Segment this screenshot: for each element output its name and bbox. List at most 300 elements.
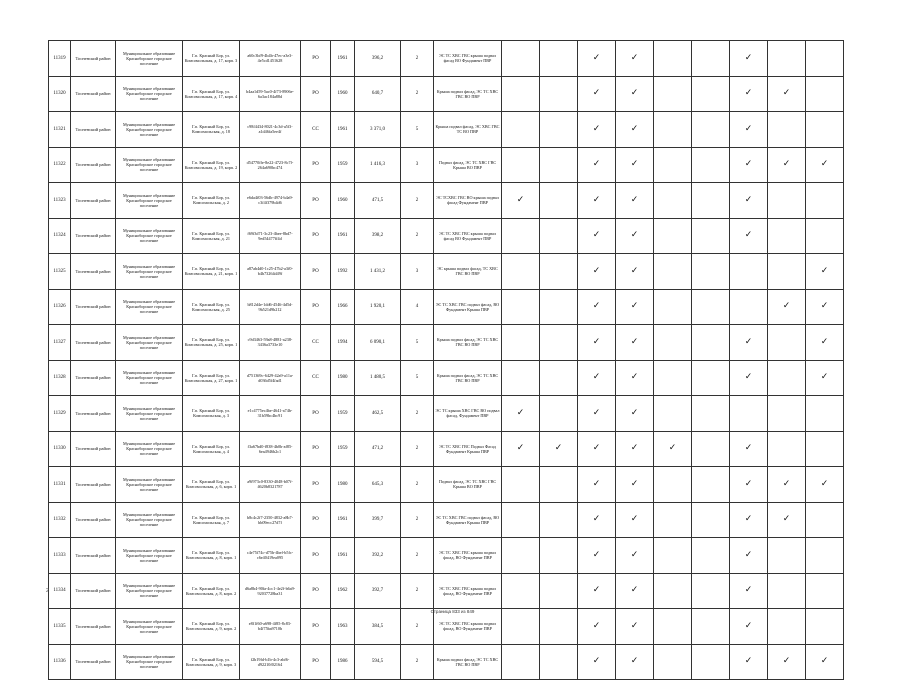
- cell-address: Г.п. Красный Бор, ул. Комсомольская, д. 21: [183, 218, 240, 254]
- cell-district: Тосненский район: [71, 218, 116, 254]
- cell-id: 11328: [49, 360, 71, 396]
- cell-type: СС: [301, 325, 331, 361]
- table-row: [49, 538, 844, 574]
- check-icon: ✓: [744, 549, 753, 560]
- check-icon: ✓: [592, 336, 601, 347]
- cell-type: РО: [301, 573, 331, 609]
- cell-works: Крыша подвал фасад, ЭС ХВС ГВС ТС ВО ПВР: [434, 112, 502, 148]
- cell-owner: Муниципальное образование Красноборское городское поселение: [116, 644, 183, 680]
- cell-area: 396,2: [355, 41, 401, 77]
- cell-floors: 2: [401, 396, 434, 432]
- cell-check: [692, 573, 730, 609]
- check-icon: ✓: [592, 620, 601, 631]
- cell-year: 1961: [331, 502, 355, 538]
- cell-owner: Муниципальное образование Красноборское городское поселение: [116, 609, 183, 645]
- cell-check: [654, 147, 692, 183]
- cell-works: ЭС ТС ХВС ГВС крыша подвал фасад, ВО Фундамент ПВР: [434, 538, 502, 574]
- cell-area: 1 480,5: [355, 360, 401, 396]
- check-icon: ✓: [592, 372, 601, 383]
- check-icon: ✓: [630, 159, 639, 170]
- table-row: [49, 573, 844, 609]
- check-icon: ✓: [516, 443, 525, 454]
- cell-year: 1960: [331, 76, 355, 112]
- cell-address: Г.п. Красный Бор, ул. Комсомольская, д. 2: [183, 183, 240, 219]
- cell-year: 1963: [331, 609, 355, 645]
- cell-check: [654, 538, 692, 574]
- cell-check: [768, 573, 806, 609]
- cell-check: [806, 218, 844, 254]
- cell-type: РО: [301, 609, 331, 645]
- cell-check: [578, 254, 616, 290]
- cell-check: [616, 183, 654, 219]
- cell-check: [806, 644, 844, 680]
- cell-check: [616, 112, 654, 148]
- cell-check: [806, 538, 844, 574]
- cell-check: [806, 502, 844, 538]
- cell-check: [730, 147, 768, 183]
- cell-floors: 2: [401, 644, 434, 680]
- cell-area: 1 920,1: [355, 289, 401, 325]
- cell-check: [692, 360, 730, 396]
- check-icon: ✓: [744, 620, 753, 631]
- cell-check: [730, 396, 768, 432]
- table-row: [49, 254, 844, 290]
- cell-district: Тосненский район: [71, 41, 116, 77]
- cell-floors: 5: [401, 360, 434, 396]
- table-row: [49, 183, 844, 219]
- check-icon: ✓: [592, 52, 601, 63]
- check-icon: ✓: [592, 301, 601, 312]
- cell-guid: a9f973c0-8330-4048-b07f-4620b8321787: [240, 467, 301, 503]
- cell-check: [616, 76, 654, 112]
- cell-area: 1 416,3: [355, 147, 401, 183]
- cell-check: [502, 538, 540, 574]
- cell-check: [540, 289, 578, 325]
- cell-check: [578, 360, 616, 396]
- cell-works: ЭС ТС ХВС ГВС крыша подвал фасад, ВО Фундамент ПВР: [434, 609, 502, 645]
- check-icon: ✓: [630, 194, 639, 205]
- cell-floors: 2: [401, 183, 434, 219]
- side-mark: 2: [46, 588, 49, 594]
- cell-owner: Муниципальное образование Красноборское городское поселение: [116, 573, 183, 609]
- cell-district: Тосненский район: [71, 467, 116, 503]
- table-row: [49, 289, 844, 325]
- cell-owner: Муниципальное образование Красноборское городское поселение: [116, 41, 183, 77]
- cell-check: [730, 538, 768, 574]
- cell-check: [806, 76, 844, 112]
- cell-check: [730, 254, 768, 290]
- cell-works: ЭС ТС крыша ХВС ГВС ВО подвал фасад, Фундамент ПВР: [434, 396, 502, 432]
- cell-check: [768, 147, 806, 183]
- cell-year: 1959: [331, 147, 355, 183]
- cell-check: [730, 573, 768, 609]
- cell-check: [616, 360, 654, 396]
- cell-check: [768, 396, 806, 432]
- cell-guid: e6da4f03-56db-4974-b4a9-c3f4f379b4d6: [240, 183, 301, 219]
- check-icon: ✓: [782, 301, 791, 312]
- cell-id: 11322: [49, 147, 71, 183]
- cell-check: [502, 112, 540, 148]
- cell-check: [540, 254, 578, 290]
- cell-works: ЭС ТС ХВС ГВС крыша подвал фасад ВО Фундамент ПВР: [434, 218, 502, 254]
- cell-area: 392,7: [355, 573, 401, 609]
- cell-check: [730, 218, 768, 254]
- cell-district: Тосненский район: [71, 325, 116, 361]
- cell-works: ЭС ТС ХВС ГВС подвал фасад, ВО Фундамент Крыша ПВР: [434, 502, 502, 538]
- cell-check: [692, 325, 730, 361]
- cell-check: [540, 325, 578, 361]
- cell-id: 11332: [49, 502, 71, 538]
- cell-check: [502, 147, 540, 183]
- cell-check: [768, 112, 806, 148]
- cell-check: [692, 538, 730, 574]
- table-row: [49, 325, 844, 361]
- cell-works: Крыша подвал фасад, ЭС ТС ХВС ГВС ВО ПВР: [434, 360, 502, 396]
- check-icon: ✓: [592, 514, 601, 525]
- cell-check: [768, 431, 806, 467]
- registry-table: [48, 40, 844, 680]
- cell-check: [654, 431, 692, 467]
- cell-owner: Муниципальное образование Красноборское городское поселение: [116, 396, 183, 432]
- cell-address: Г.п. Красный Бор, ул. Комсомольская, д. 17, корп. 4: [183, 76, 240, 112]
- cell-type: РО: [301, 289, 331, 325]
- cell-id: 11326: [49, 289, 71, 325]
- cell-check: [540, 502, 578, 538]
- check-icon: ✓: [744, 656, 753, 667]
- cell-check: [730, 183, 768, 219]
- cell-check: [692, 644, 730, 680]
- cell-address: Г.п. Красный Бор, ул. Комсомольская, д. 3: [183, 396, 240, 432]
- cell-check: [768, 360, 806, 396]
- check-icon: ✓: [630, 514, 639, 525]
- table-row: [49, 41, 844, 77]
- cell-check: [540, 360, 578, 396]
- cell-year: 1961: [331, 538, 355, 574]
- cell-guid: b4aa1d59-5ac0-4f73-8906e-6a3ac184a88d: [240, 76, 301, 112]
- check-icon: ✓: [630, 478, 639, 489]
- cell-check: [806, 360, 844, 396]
- check-icon: ✓: [630, 549, 639, 560]
- check-icon: ✓: [744, 514, 753, 525]
- check-icon: ✓: [516, 407, 525, 418]
- table-row: [49, 502, 844, 538]
- check-icon: ✓: [782, 88, 791, 99]
- cell-works: Подвал фасад, ЭС ТС ХВС ГВС Крыша ВО ПВР: [434, 467, 502, 503]
- cell-check: [768, 467, 806, 503]
- cell-check: [768, 183, 806, 219]
- check-icon: ✓: [516, 194, 525, 205]
- cell-area: 398,2: [355, 218, 401, 254]
- cell-address: Г.п. Красный Бор, ул. Комсомольская, д. 7: [183, 502, 240, 538]
- cell-guid: d6a8b4-90fa-4cc1-4e2f-b6a9-92037728ba31: [240, 573, 301, 609]
- cell-id: 11329: [49, 396, 71, 432]
- cell-check: [578, 467, 616, 503]
- cell-check: [578, 183, 616, 219]
- check-icon: ✓: [630, 585, 639, 596]
- cell-district: Тосненский район: [71, 431, 116, 467]
- cell-owner: Муниципальное образование Красноборское городское поселение: [116, 431, 183, 467]
- cell-area: 399,7: [355, 502, 401, 538]
- cell-district: Тосненский район: [71, 644, 116, 680]
- cell-check: [654, 644, 692, 680]
- table-row: [49, 76, 844, 112]
- check-icon: ✓: [592, 159, 601, 170]
- check-icon: ✓: [820, 478, 829, 489]
- cell-id: 11319: [49, 41, 71, 77]
- cell-id: 11336: [49, 644, 71, 680]
- cell-check: [616, 325, 654, 361]
- cell-id: 11333: [49, 538, 71, 574]
- cell-works: ЭС ТСХВС ГВС ВО крыша подвал фасад Фундамент ПВР: [434, 183, 502, 219]
- cell-check: [730, 644, 768, 680]
- cell-area: 594,5: [355, 644, 401, 680]
- cell-check: [806, 112, 844, 148]
- cell-check: [692, 254, 730, 290]
- cell-check: [578, 538, 616, 574]
- cell-owner: Муниципальное образование Красноборское городское поселение: [116, 254, 183, 290]
- cell-type: РО: [301, 644, 331, 680]
- cell-owner: Муниципальное образование Красноборское городское поселение: [116, 538, 183, 574]
- cell-check: [654, 573, 692, 609]
- cell-check: [730, 360, 768, 396]
- cell-district: Тосненский район: [71, 502, 116, 538]
- check-icon: ✓: [782, 656, 791, 667]
- cell-type: РО: [301, 467, 331, 503]
- cell-check: [692, 218, 730, 254]
- page-footer: Страница 833 из 849: [430, 609, 475, 614]
- cell-floors: 2: [401, 538, 434, 574]
- check-icon: ✓: [554, 443, 563, 454]
- cell-owner: Муниципальное образование Красноборское городское поселение: [116, 76, 183, 112]
- cell-floors: 2: [401, 41, 434, 77]
- cell-owner: Муниципальное образование Красноборское городское поселение: [116, 360, 183, 396]
- cell-type: РО: [301, 147, 331, 183]
- cell-check: [806, 183, 844, 219]
- cell-works: ЭС ТС ХВС ГВС крыша подвал фасад, ВО Фундамент ПВР: [434, 573, 502, 609]
- cell-type: РО: [301, 41, 331, 77]
- cell-check: [502, 502, 540, 538]
- cell-type: РО: [301, 396, 331, 432]
- cell-area: 6 090,1: [355, 325, 401, 361]
- cell-check: [806, 467, 844, 503]
- cell-floors: 2: [401, 218, 434, 254]
- cell-address: Г.п. Красный Бор, ул. Комсомольская, д. 9, корп. 3: [183, 644, 240, 680]
- cell-year: 1980: [331, 360, 355, 396]
- cell-check: [768, 41, 806, 77]
- cell-check: [768, 289, 806, 325]
- cell-check: [730, 431, 768, 467]
- cell-check: [540, 41, 578, 77]
- cell-check: [616, 573, 654, 609]
- cell-owner: Муниципальное образование Красноборское городское поселение: [116, 289, 183, 325]
- cell-check: [578, 644, 616, 680]
- cell-works: Подвал фасад, ЭС ТС ХВС ГВС Крыша ВО ПВР: [434, 147, 502, 183]
- cell-guid: f3a67bd0-f838-4b0b-af85-6ea4946b2c1: [240, 431, 301, 467]
- cell-check: [654, 218, 692, 254]
- cell-check: [502, 360, 540, 396]
- cell-type: РО: [301, 218, 331, 254]
- cell-guid: e8f1f60-a698-4f85-8c83-b4f75ba9710b: [240, 609, 301, 645]
- cell-check: [502, 431, 540, 467]
- cell-check: [540, 431, 578, 467]
- cell-check: [692, 147, 730, 183]
- check-icon: ✓: [630, 443, 639, 454]
- cell-guid: c4e75f74c-d75b-4bef-b5fc-c6e40419ea095: [240, 538, 301, 574]
- cell-floors: 4: [401, 289, 434, 325]
- cell-id: 11321: [49, 112, 71, 148]
- cell-id: 11335: [49, 609, 71, 645]
- cell-district: Тосненский район: [71, 254, 116, 290]
- cell-area: 471,5: [355, 183, 401, 219]
- check-icon: ✓: [592, 478, 601, 489]
- cell-check: [654, 41, 692, 77]
- cell-area: 392,2: [355, 538, 401, 574]
- check-icon: ✓: [630, 123, 639, 134]
- cell-check: [540, 218, 578, 254]
- cell-type: СС: [301, 360, 331, 396]
- cell-guid: c9d3463-59a8-4881-a238-3436a3733e10: [240, 325, 301, 361]
- cell-check: [540, 538, 578, 574]
- cell-check: [654, 76, 692, 112]
- cell-works: Крыша подвал фасад, ЭС ТС ХВС ГВС ВО ПВР: [434, 644, 502, 680]
- cell-check: [654, 325, 692, 361]
- cell-check: [730, 325, 768, 361]
- cell-check: [806, 396, 844, 432]
- cell-floors: 3: [401, 254, 434, 290]
- cell-floors: 2: [401, 609, 434, 645]
- cell-address: Г.п. Красный Бор, ул. Комсомольская, д. 17, корп. 3: [183, 41, 240, 77]
- check-icon: ✓: [744, 443, 753, 454]
- cell-type: РО: [301, 431, 331, 467]
- cell-owner: Муниципальное образование Красноборское городское поселение: [116, 147, 183, 183]
- cell-district: Тосненский район: [71, 360, 116, 396]
- cell-check: [768, 76, 806, 112]
- cell-guid: b812d4e-1dd6-4546-4d5d-9b521d9b212: [240, 289, 301, 325]
- check-icon: ✓: [744, 159, 753, 170]
- cell-guid: c98f4434-8021-4c3d-a5f3-a1d46fa5ee4f: [240, 112, 301, 148]
- cell-check: [654, 289, 692, 325]
- check-icon: ✓: [744, 478, 753, 489]
- cell-check: [654, 467, 692, 503]
- cell-check: [806, 41, 844, 77]
- cell-check: [654, 396, 692, 432]
- cell-check: [616, 289, 654, 325]
- cell-address: Г.п. Красный Бор, ул. Комсомольская, д. 8, корп. 2: [183, 573, 240, 609]
- cell-id: 11330: [49, 431, 71, 467]
- cell-check: [692, 183, 730, 219]
- cell-year: 1959: [331, 396, 355, 432]
- cell-area: 640,7: [355, 76, 401, 112]
- cell-owner: Муниципальное образование Красноборское городское поселение: [116, 112, 183, 148]
- cell-check: [616, 431, 654, 467]
- cell-check: [616, 502, 654, 538]
- cell-check: [806, 289, 844, 325]
- check-icon: ✓: [592, 230, 601, 241]
- cell-check: [806, 254, 844, 290]
- cell-works: ЭС ТС ХВС ГВС подвал фасад, ВО Фундамент Крыша ПВР: [434, 289, 502, 325]
- cell-check: [768, 218, 806, 254]
- check-icon: ✓: [630, 230, 639, 241]
- cell-check: [502, 41, 540, 77]
- cell-area: 462,5: [355, 396, 401, 432]
- cell-area: 3 371,0: [355, 112, 401, 148]
- check-icon: ✓: [744, 52, 753, 63]
- cell-check: [616, 41, 654, 77]
- cell-check: [654, 502, 692, 538]
- cell-check: [768, 538, 806, 574]
- cell-check: [692, 396, 730, 432]
- table-row: [49, 644, 844, 680]
- cell-check: [502, 573, 540, 609]
- cell-floors: 2: [401, 76, 434, 112]
- cell-guid: d54770ffe-8e22-4723-8c7f-264a690bc474: [240, 147, 301, 183]
- cell-guid: f2b19fd-b1b-4c3-abf6-d92210f02164: [240, 644, 301, 680]
- cell-id: 11327: [49, 325, 71, 361]
- cell-check: [578, 112, 616, 148]
- cell-district: Тосненский район: [71, 289, 116, 325]
- cell-address: Г.п. Красный Бор, ул. Комсомольская, д. 25: [183, 289, 240, 325]
- cell-district: Тосненский район: [71, 538, 116, 574]
- cell-check: [540, 76, 578, 112]
- cell-address: Г.п. Красный Бор, ул. Комсомольская, д. 27, корп. 1: [183, 360, 240, 396]
- cell-floors: 2: [401, 573, 434, 609]
- cell-check: [502, 644, 540, 680]
- cell-id: 11331: [49, 467, 71, 503]
- cell-check: [768, 502, 806, 538]
- cell-check: [578, 289, 616, 325]
- cell-guid: d751369c-6429-42a9-a11a-d036d5f4fad1: [240, 360, 301, 396]
- check-icon: ✓: [630, 620, 639, 631]
- cell-floors: 2: [401, 502, 434, 538]
- cell-year: 1986: [331, 644, 355, 680]
- table-row: [49, 218, 844, 254]
- cell-type: СС: [301, 112, 331, 148]
- cell-check: [578, 41, 616, 77]
- check-icon: ✓: [630, 656, 639, 667]
- cell-check: [654, 360, 692, 396]
- cell-check: [692, 41, 730, 77]
- cell-district: Тосненский район: [71, 573, 116, 609]
- cell-owner: Муниципальное образование Красноборское городское поселение: [116, 325, 183, 361]
- check-icon: ✓: [630, 301, 639, 312]
- cell-check: [692, 112, 730, 148]
- check-icon: ✓: [592, 265, 601, 276]
- cell-address: Г.п. Красный Бор, ул. Комсомольская, д. 19, корп. 2: [183, 147, 240, 183]
- cell-check: [502, 76, 540, 112]
- cell-check: [692, 289, 730, 325]
- cell-area: 471,2: [355, 431, 401, 467]
- cell-check: [768, 644, 806, 680]
- cell-check: [578, 396, 616, 432]
- check-icon: ✓: [744, 372, 753, 383]
- cell-area: 645,3: [355, 467, 401, 503]
- table-row: [49, 147, 844, 183]
- cell-check: [730, 289, 768, 325]
- check-icon: ✓: [820, 336, 829, 347]
- cell-district: Тосненский район: [71, 183, 116, 219]
- cell-guid: a60c3bf9-4b4b-47ec-a3e3-4e5cd1451628: [240, 41, 301, 77]
- cell-check: [502, 254, 540, 290]
- cell-check: [578, 502, 616, 538]
- check-icon: ✓: [630, 88, 639, 99]
- cell-check: [578, 76, 616, 112]
- cell-check: [730, 41, 768, 77]
- cell-check: [502, 289, 540, 325]
- check-icon: ✓: [592, 123, 601, 134]
- cell-owner: Муниципальное образование Красноборское городское поселение: [116, 502, 183, 538]
- cell-id: 11324: [49, 218, 71, 254]
- cell-year: 1960: [331, 183, 355, 219]
